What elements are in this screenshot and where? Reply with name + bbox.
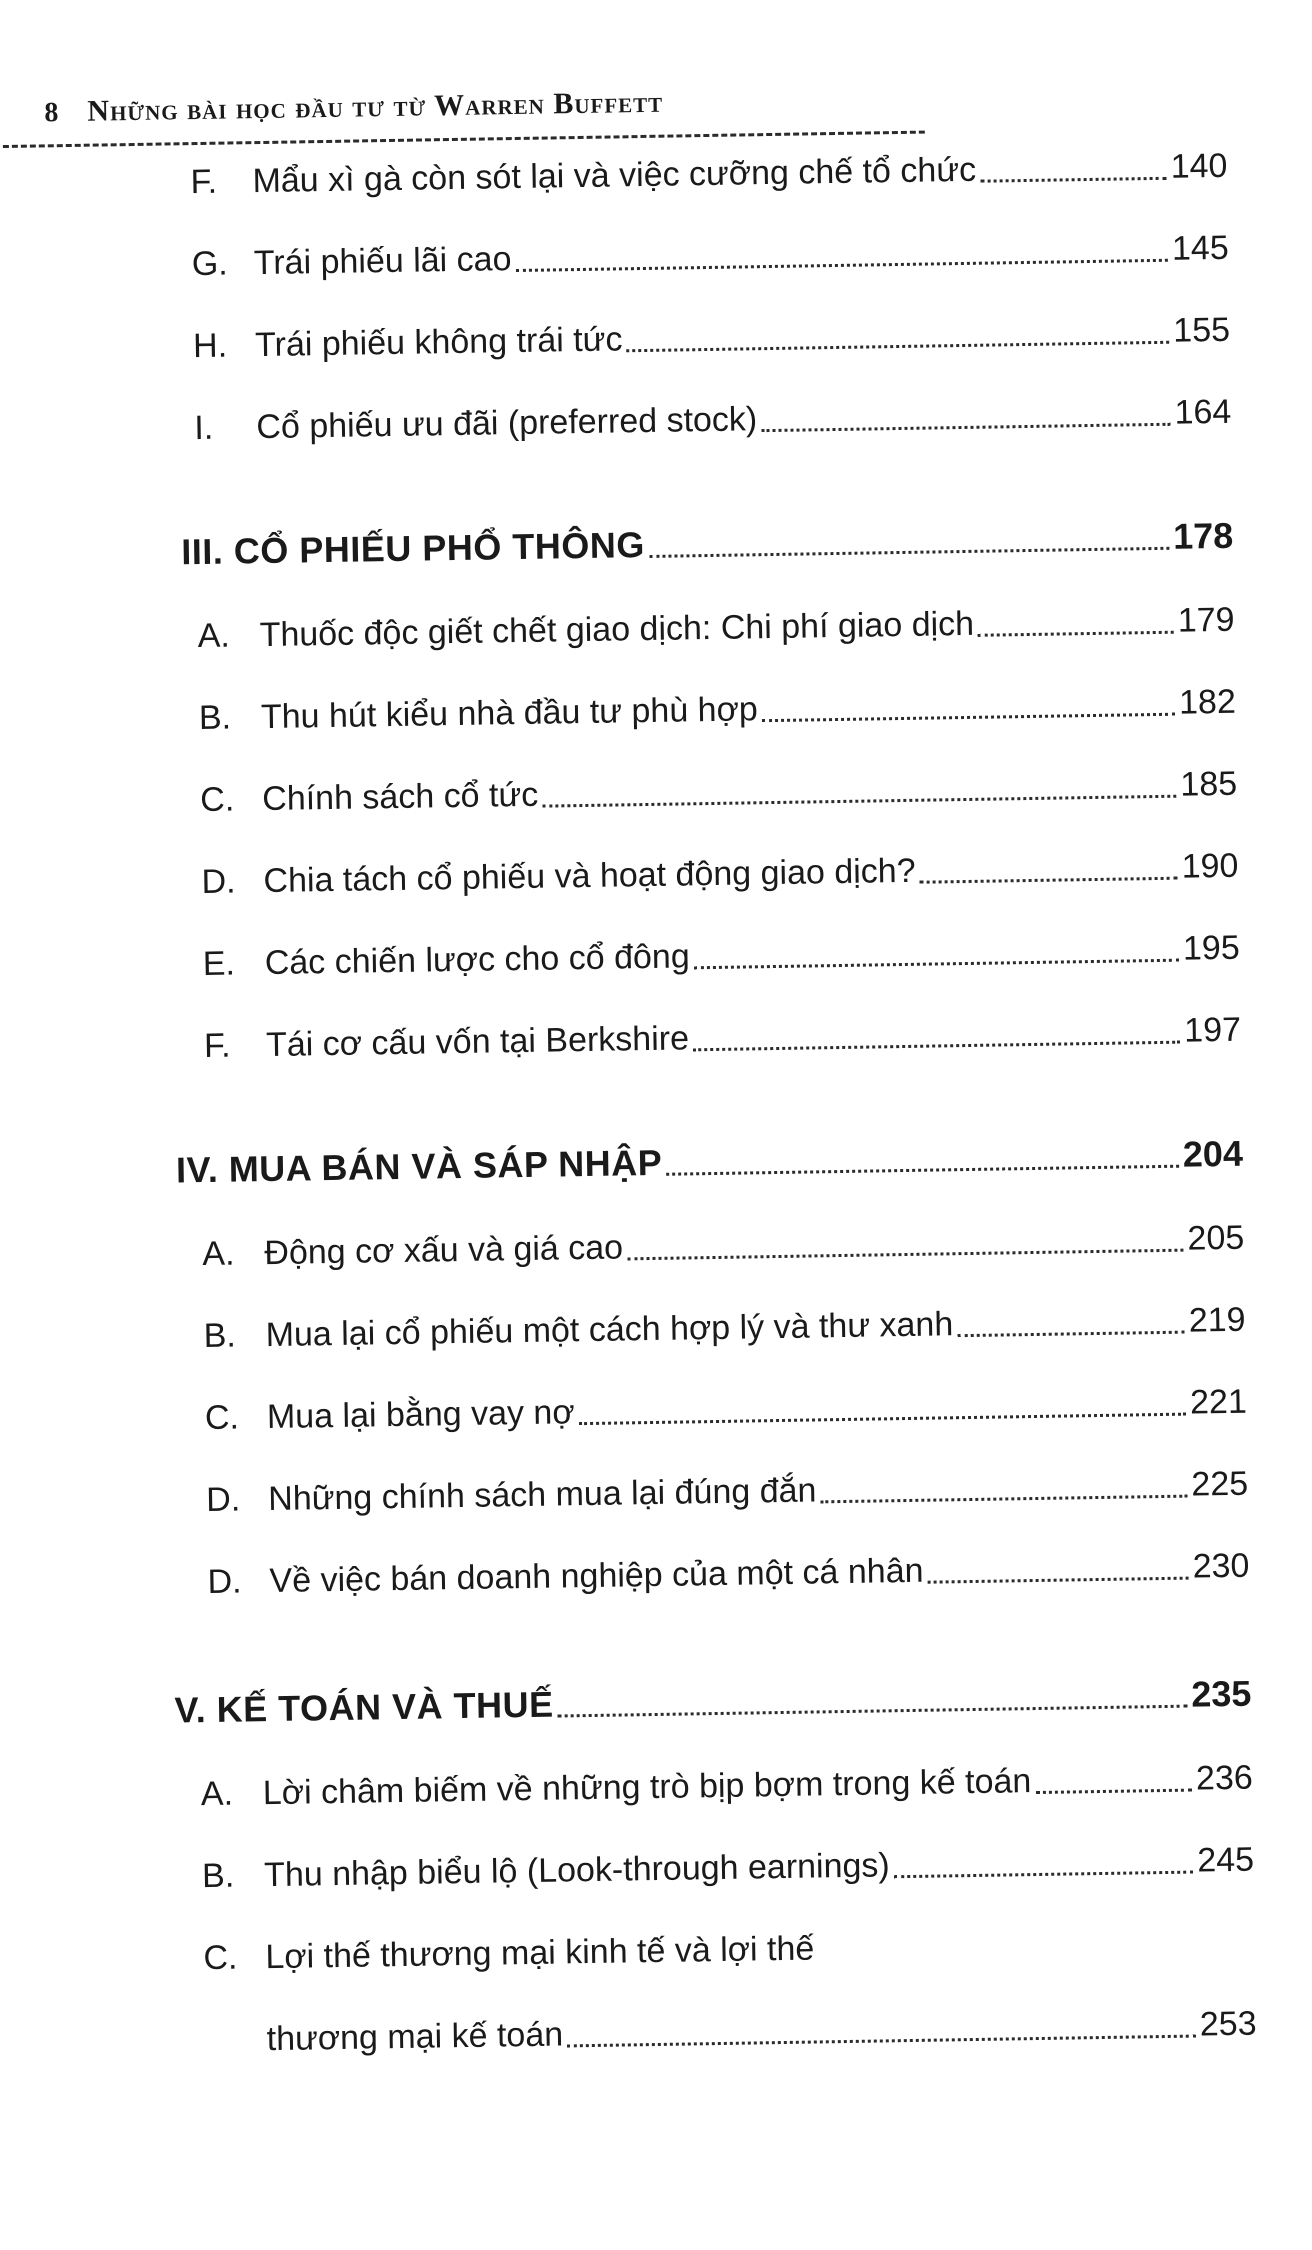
toc-entry-letter: B.: [203, 1316, 237, 1356]
section-page: 178: [1172, 514, 1234, 557]
toc-entry-letter: G.: [191, 244, 229, 284]
toc-entry-letter: D.: [207, 1562, 242, 1602]
toc-entry-title: Động cơ xấu và giá cao: [264, 1228, 624, 1273]
toc-entry-letter: H.: [192, 326, 228, 366]
toc-entry-letter: A.: [200, 1774, 234, 1814]
dot-leader: [920, 877, 1178, 884]
toc-entry-title: Trái phiếu lãi cao: [253, 240, 512, 283]
toc-entry-title: Mua lại bằng vay nợ: [266, 1393, 575, 1437]
toc-entry: [190, 141, 1228, 207]
toc-entry: [202, 1835, 1255, 1902]
toc-entry-page: 219: [1188, 1300, 1246, 1340]
toc-entry-title: Chính sách cổ tức: [261, 775, 539, 819]
toc-entry: [199, 677, 1237, 743]
toc-entry-page: 195: [1182, 928, 1240, 968]
toc-entry-page: 145: [1171, 228, 1229, 268]
toc-entry-page: 230: [1192, 1546, 1250, 1586]
toc-entry-first-line: [203, 1924, 815, 1984]
section-title: V. KẾ TOÁN VÀ THUẾ: [174, 1683, 554, 1731]
toc-entry-letter: B.: [198, 698, 232, 738]
toc-entry-page: 197: [1183, 1010, 1242, 1050]
toc-entry: [200, 759, 1238, 825]
dot-leader: [1035, 1789, 1192, 1794]
toc-entry: [203, 1295, 1246, 1361]
toc-entry: [207, 1541, 1250, 1607]
toc-entry-title: Trái phiếu không trái tức: [254, 320, 623, 365]
toc-entry-letter: C.: [203, 1938, 238, 1978]
toc-entry-letter: I.: [194, 408, 214, 448]
toc-entry: [205, 1377, 1248, 1443]
toc-entry-page: 221: [1189, 1382, 1248, 1422]
toc-entry-page: 164: [1174, 392, 1232, 432]
toc-entry-letter: F.: [203, 1026, 231, 1065]
toc-entry-continuation: [266, 1999, 1257, 2065]
toc-entry: [191, 223, 1229, 289]
toc-entry-page: 155: [1172, 310, 1231, 350]
dot-leader: [957, 1331, 1185, 1338]
page-number: 8: [44, 97, 60, 129]
toc-entry-title: Các chiến lược cho cổ đông: [264, 937, 691, 983]
toc-entry: [200, 1753, 1253, 1820]
toc-entry-letter: C.: [199, 780, 235, 820]
toc-section-heading: [174, 1669, 1252, 1736]
toc-entry-title: Mua lại cổ phiếu một cách hợp lý và thư xanh: [265, 1305, 954, 1355]
toc-entry-title: Lời châm biếm về những trò bịp bợm trong kế toán: [262, 1762, 1032, 1813]
toc-entry-page: 182: [1178, 682, 1237, 722]
toc-entry: [201, 841, 1239, 907]
toc-entry: [202, 923, 1240, 989]
toc-entry-title: Thuốc độc giết chết giao dịch: Chi phí giao dịch: [259, 604, 975, 655]
dot-leader: [558, 1705, 1188, 1718]
dot-leader: [980, 177, 1167, 183]
toc-entry-page: 205: [1187, 1218, 1245, 1258]
dot-leader: [542, 795, 1176, 808]
dot-leader: [762, 713, 1175, 722]
toc-section-heading: [176, 1129, 1244, 1196]
toc-entry-title: Thu hút kiểu nhà đầu tư phù hợp: [260, 690, 759, 737]
dot-leader: [627, 341, 1170, 353]
toc-entry: [194, 387, 1232, 453]
toc-entry-title: Tái cơ cấu vốn tại Berkshire: [265, 1019, 690, 1065]
dot-leader: [978, 631, 1174, 637]
toc-entry-letter: A.: [202, 1234, 235, 1274]
running-title: Những bài học đầu tư từ Warren Buffett: [87, 85, 664, 128]
toc-entry-title: Về việc bán doanh nghiệp của một cá nhân: [269, 1551, 924, 1601]
toc-entry-title: Cổ phiếu ưu đãi (preferred stock): [256, 400, 758, 447]
toc-entry-page: 185: [1180, 764, 1238, 804]
toc-entry: [197, 595, 1235, 661]
toc-entry-page: 245: [1196, 1840, 1255, 1880]
dot-leader: [649, 547, 1169, 558]
dot-leader: [693, 1041, 1180, 1052]
toc-entry-title: Thu nhập biểu lộ (Look-through earnings): [263, 1846, 890, 1895]
toc-entry-title: Lợi thế thương mại kinh tế và lợi thế: [265, 1929, 815, 1977]
toc-entry-page: 179: [1177, 600, 1235, 640]
toc-entry-page: 253: [1199, 2004, 1257, 2044]
toc-entry-page: 140: [1170, 146, 1228, 186]
dot-leader: [694, 959, 1179, 970]
section-page: 204: [1182, 1132, 1244, 1175]
toc-entry: [193, 305, 1231, 371]
dot-leader: [894, 1871, 1194, 1879]
dot-leader: [928, 1577, 1189, 1584]
toc-entry-letter: A.: [197, 616, 231, 656]
toc-entry: [204, 1005, 1242, 1071]
toc-entry-letter: F.: [190, 162, 218, 202]
toc-entry-title: Chia tách cổ phiếu và hoạt động giao dịch?: [263, 851, 916, 901]
dot-leader: [666, 1165, 1179, 1176]
toc-entry-page: 190: [1181, 846, 1239, 886]
section-title: III. CỔ PHIẾU PHỔ THÔNG: [181, 524, 646, 573]
toc-section-heading: [181, 511, 1234, 578]
dot-leader: [516, 259, 1169, 272]
toc-entry-letter: D.: [201, 862, 236, 902]
toc-entry-title-continuation: thương mại kế toán: [266, 2015, 564, 2059]
toc-entry-page: 236: [1195, 1758, 1254, 1798]
header-rule: [0, 131, 925, 149]
toc-entry: [202, 1213, 1245, 1279]
dot-leader: [567, 2035, 1196, 2048]
section-title: IV. MUA BÁN VÀ SÁP NHẬP: [175, 1141, 663, 1191]
section-page: 235: [1190, 1672, 1252, 1715]
toc-entry-title: Mẩu xì gà còn sót lại và việc cưỡng chế tổ chức: [252, 150, 977, 201]
dot-leader: [579, 1413, 1187, 1426]
dot-leader: [627, 1249, 1184, 1261]
toc-entry-letter: D.: [205, 1480, 241, 1520]
toc-entry-letter: B.: [201, 1856, 235, 1896]
toc-entry-letter: E.: [202, 944, 236, 984]
toc-entry-page: 225: [1191, 1464, 1249, 1504]
toc-entry-title: Những chính sách mua lại đúng đắn: [267, 1471, 817, 1519]
toc-entry: [206, 1459, 1249, 1525]
dot-leader: [821, 1495, 1188, 1504]
toc-entry-letter: C.: [204, 1398, 240, 1438]
dot-leader: [761, 423, 1170, 432]
page-header: [44, 66, 925, 130]
